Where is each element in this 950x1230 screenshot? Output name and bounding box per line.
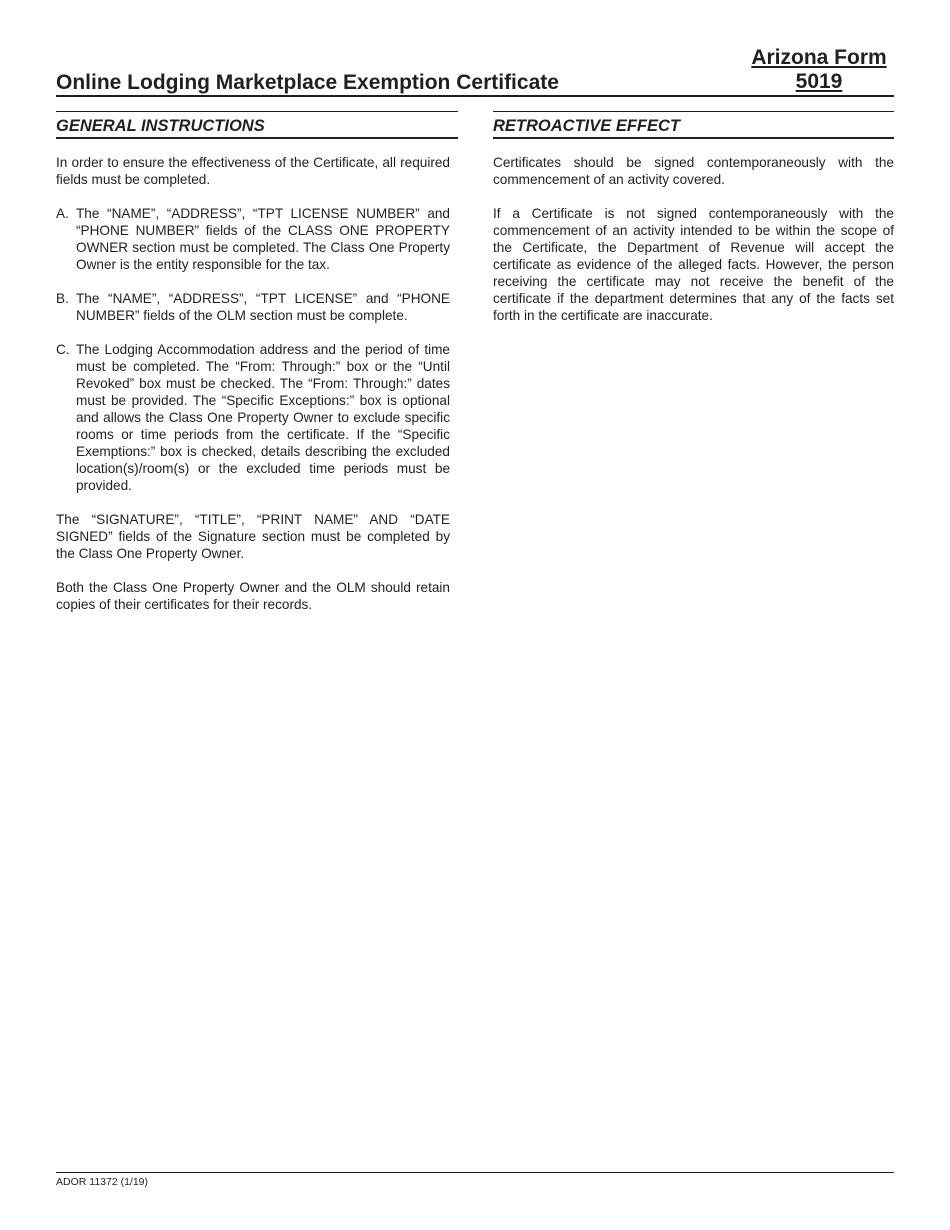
instructions-intro: In order to ensure the effectiveness of the Certificate, all required fields must be completed. — [56, 155, 450, 187]
instruction-item-a — [56, 205, 450, 273]
item-letter: B. — [56, 291, 69, 306]
footer-divider — [56, 1172, 894, 1173]
retain-note: Both the Class One Property Owner and the OLM should retain copies of their certificates for their records. — [56, 580, 450, 612]
item-letter: C. — [56, 342, 70, 357]
page-title: Online Lodging Marketplace Exemption Certificate — [56, 71, 894, 97]
general-instructions-column — [56, 111, 458, 630]
form-number: 5019 — [795, 70, 843, 93]
item-text: The Lodging Accommodation address and the period of time must be completed. The “From: Through:” box or the “Until Revoked” box must be checked. The “From: Through:” dates must be provided. The “Specific Exceptions:” box is optional and allows the Class One Property Owner to exclude specific rooms or time periods from the certificate. If the “Specific Exemptions:” box is checked, details describing the excluded location(s)/room(s) or the excluded time periods must be provided. — [76, 342, 450, 493]
item-letter: A. — [56, 206, 69, 221]
retroactive-effect-column — [493, 111, 894, 341]
retroactive-paragraph-2: If a Certificate is not signed contemporaneously with the commencement of an activity intended to be within the scope of the Certificate, the Department of Revenue will accept the certificate as evidence of the alleged facts. However, the person receiving the certificate may not receive the benefit of the certificate if the department determines that any of the facts set forth in the certificate are inaccurate. — [493, 206, 894, 323]
instruction-item-b — [56, 290, 450, 324]
form-code: ADOR 11372 (1/19) — [56, 1176, 149, 1188]
signature-note: The “SIGNATURE”, “TITLE”, “PRINT NAME” AND “DATE SIGNED” fields of the Signature section must be completed by the Class One Property Owner. — [56, 512, 450, 561]
retroactive-effect-heading: RETROACTIVE EFFECT — [493, 111, 894, 139]
general-instructions-heading: GENERAL INSTRUCTIONS — [56, 111, 458, 139]
item-text: The “NAME”, “ADDRESS”, “TPT LICENSE NUMBER” and “PHONE NUMBER” fields of the CLASS ONE PROPERTY OWNER section must be completed. The Class One Property Owner is the entity responsible for the tax. — [76, 206, 450, 272]
retroactive-paragraph-1: Certificates should be signed contemporaneously with the commencement of an activity covered. — [493, 155, 894, 187]
instruction-item-c — [56, 341, 450, 494]
form-label-text: Arizona Form — [751, 46, 887, 69]
item-text: The “NAME”, “ADDRESS”, “TPT LICENSE” and “PHONE NUMBER” fields of the OLM section must be complete. — [76, 291, 450, 323]
